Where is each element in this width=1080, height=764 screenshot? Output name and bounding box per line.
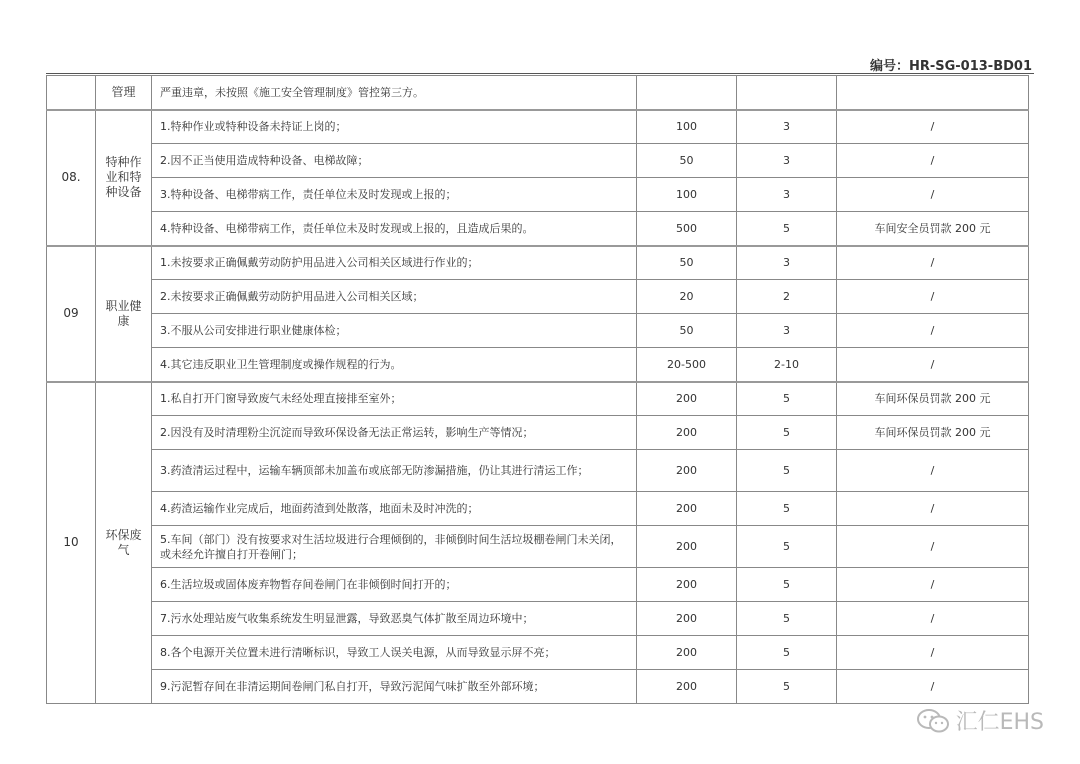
wechat-icon bbox=[916, 708, 950, 734]
violation-description: 1.私自打开门窗导致废气未经处理直接排至室外； bbox=[152, 382, 637, 416]
violation-description: 6.生活垃圾或固体废弃物暂存间卷闸门在非倾倒时间打开的； bbox=[152, 568, 637, 602]
item-category: 管理 bbox=[96, 76, 152, 110]
violation-description: 4.药渣运输作业完成后，地面药渣到处散落，地面未及时冲洗的； bbox=[152, 492, 637, 526]
item-category: 职业健康 bbox=[96, 246, 152, 382]
table-row bbox=[47, 280, 1029, 314]
points-value: 3 bbox=[737, 144, 837, 178]
points-value: 2 bbox=[737, 280, 837, 314]
penalty-value: / bbox=[837, 568, 1029, 602]
document-code: 编号：HR-SG-013-BD01 bbox=[869, 59, 1032, 74]
penalty-value: / bbox=[837, 602, 1029, 636]
points-value: 5 bbox=[737, 382, 837, 416]
table-row bbox=[47, 636, 1029, 670]
table-row bbox=[47, 110, 1029, 144]
violation-description: 3.不服从公司安排进行职业健康体检； bbox=[152, 314, 637, 348]
penalty-table bbox=[46, 75, 1029, 704]
score-value: 200 bbox=[637, 636, 737, 670]
penalty-value: / bbox=[837, 492, 1029, 526]
points-value: 5 bbox=[737, 212, 837, 246]
points-value: 5 bbox=[737, 526, 837, 568]
score-value: 100 bbox=[637, 178, 737, 212]
watermark-text: 汇仁EHS bbox=[955, 710, 1044, 735]
watermark bbox=[916, 705, 1044, 736]
item-number: 08. bbox=[47, 110, 96, 246]
violation-description: 8.各个电源开关位置未进行清晰标识，导致工人误关电源，从而导致显示屏不亮； bbox=[152, 636, 637, 670]
score-value: 100 bbox=[637, 110, 737, 144]
points-value: 3 bbox=[737, 110, 837, 144]
violation-description: 9.污泥暂存间在非清运期间卷闸门私自打开，导致污泥闻气味扩散至外部环境； bbox=[152, 670, 637, 704]
penalty-value: / bbox=[837, 450, 1029, 492]
item-number: 10 bbox=[47, 382, 96, 704]
score-value: 200 bbox=[637, 602, 737, 636]
item-number: 09 bbox=[47, 246, 96, 382]
score-value: 500 bbox=[637, 212, 737, 246]
points-value: 3 bbox=[737, 178, 837, 212]
table-row bbox=[47, 348, 1029, 382]
points-value: 5 bbox=[737, 450, 837, 492]
violation-description: 严重违章，未按照《施工安全管理制度》管控第三方。 bbox=[152, 76, 637, 110]
table-row bbox=[47, 670, 1029, 704]
penalty-value: / bbox=[837, 110, 1029, 144]
score-value: 200 bbox=[637, 670, 737, 704]
violation-description: 3.特种设备、电梯带病工作，责任单位未及时发现或上报的； bbox=[152, 178, 637, 212]
table-row bbox=[47, 450, 1029, 492]
points-value: 3 bbox=[737, 246, 837, 280]
points-value: 5 bbox=[737, 602, 837, 636]
table-row bbox=[47, 76, 1029, 110]
score-value: 200 bbox=[637, 526, 737, 568]
penalty-value: / bbox=[837, 670, 1029, 704]
violation-description: 5.车间（部门）没有按要求对生活垃圾进行合理倾倒的，非倾倒时间生活垃圾棚卷闸门未关闭，或未经允许擅自打开卷闸门； bbox=[152, 526, 637, 568]
score-value: 20-500 bbox=[637, 348, 737, 382]
score-value: 200 bbox=[637, 416, 737, 450]
score-value: 200 bbox=[637, 492, 737, 526]
penalty-value: / bbox=[837, 636, 1029, 670]
violation-description: 3.药渣清运过程中，运输车辆顶部未加盖布或底部无防渗漏措施，仍让其进行清运工作； bbox=[152, 450, 637, 492]
table-row bbox=[47, 246, 1029, 280]
penalty-value: 车间安全员罚款 200 元 bbox=[837, 212, 1029, 246]
penalty-value bbox=[837, 76, 1029, 110]
score-value: 50 bbox=[637, 144, 737, 178]
table-row bbox=[47, 602, 1029, 636]
item-category: 环保废气 bbox=[96, 382, 152, 704]
penalty-value: / bbox=[837, 246, 1029, 280]
penalty-value: / bbox=[837, 526, 1029, 568]
penalty-value: / bbox=[837, 280, 1029, 314]
item-number bbox=[47, 76, 96, 110]
penalty-value: 车间环保员罚款 200 元 bbox=[837, 382, 1029, 416]
points-value: 2-10 bbox=[737, 348, 837, 382]
score-value: 200 bbox=[637, 382, 737, 416]
points-value: 5 bbox=[737, 492, 837, 526]
table-row bbox=[47, 144, 1029, 178]
score-value: 50 bbox=[637, 314, 737, 348]
violation-description: 7.污水处理站废气收集系统发生明显泄露，导致恶臭气体扩散至周边环境中； bbox=[152, 602, 637, 636]
points-value: 3 bbox=[737, 314, 837, 348]
table-row bbox=[47, 314, 1029, 348]
score-value: 50 bbox=[637, 246, 737, 280]
violation-description: 2.未按要求正确佩戴劳动防护用品进入公司相关区域； bbox=[152, 280, 637, 314]
penalty-value: / bbox=[837, 144, 1029, 178]
violation-description: 4.其它违反职业卫生管理制度或操作规程的行为。 bbox=[152, 348, 637, 382]
points-value bbox=[737, 76, 837, 110]
table-row bbox=[47, 492, 1029, 526]
table-row bbox=[47, 212, 1029, 246]
table-row bbox=[47, 568, 1029, 602]
score-value: 200 bbox=[637, 450, 737, 492]
violation-description: 1.特种作业或特种设备未持证上岗的； bbox=[152, 110, 637, 144]
table-row bbox=[47, 382, 1029, 416]
table-row bbox=[47, 178, 1029, 212]
points-value: 5 bbox=[737, 670, 837, 704]
points-value: 5 bbox=[737, 416, 837, 450]
points-value: 5 bbox=[737, 636, 837, 670]
penalty-value: / bbox=[837, 178, 1029, 212]
score-value: 20 bbox=[637, 280, 737, 314]
score-value bbox=[637, 76, 737, 110]
violation-description: 1.未按要求正确佩戴劳动防护用品进入公司相关区域进行作业的； bbox=[152, 246, 637, 280]
table-row bbox=[47, 416, 1029, 450]
violation-description: 2.因没有及时清理粉尘沉淀而导致环保设备无法正常运转，影响生产等情况； bbox=[152, 416, 637, 450]
violation-description: 2.因不正当使用造成特种设备、电梯故障； bbox=[152, 144, 637, 178]
penalty-value: / bbox=[837, 348, 1029, 382]
penalty-value: / bbox=[837, 314, 1029, 348]
item-category: 特种作业和特种设备 bbox=[96, 110, 152, 246]
table-row bbox=[47, 526, 1029, 568]
points-value: 5 bbox=[737, 568, 837, 602]
header-rule bbox=[46, 73, 1034, 74]
score-value: 200 bbox=[637, 568, 737, 602]
violation-description: 4.特种设备、电梯带病工作，责任单位未及时发现或上报的，且造成后果的。 bbox=[152, 212, 637, 246]
penalty-value: 车间环保员罚款 200 元 bbox=[837, 416, 1029, 450]
penalty-table-body bbox=[47, 76, 1029, 704]
